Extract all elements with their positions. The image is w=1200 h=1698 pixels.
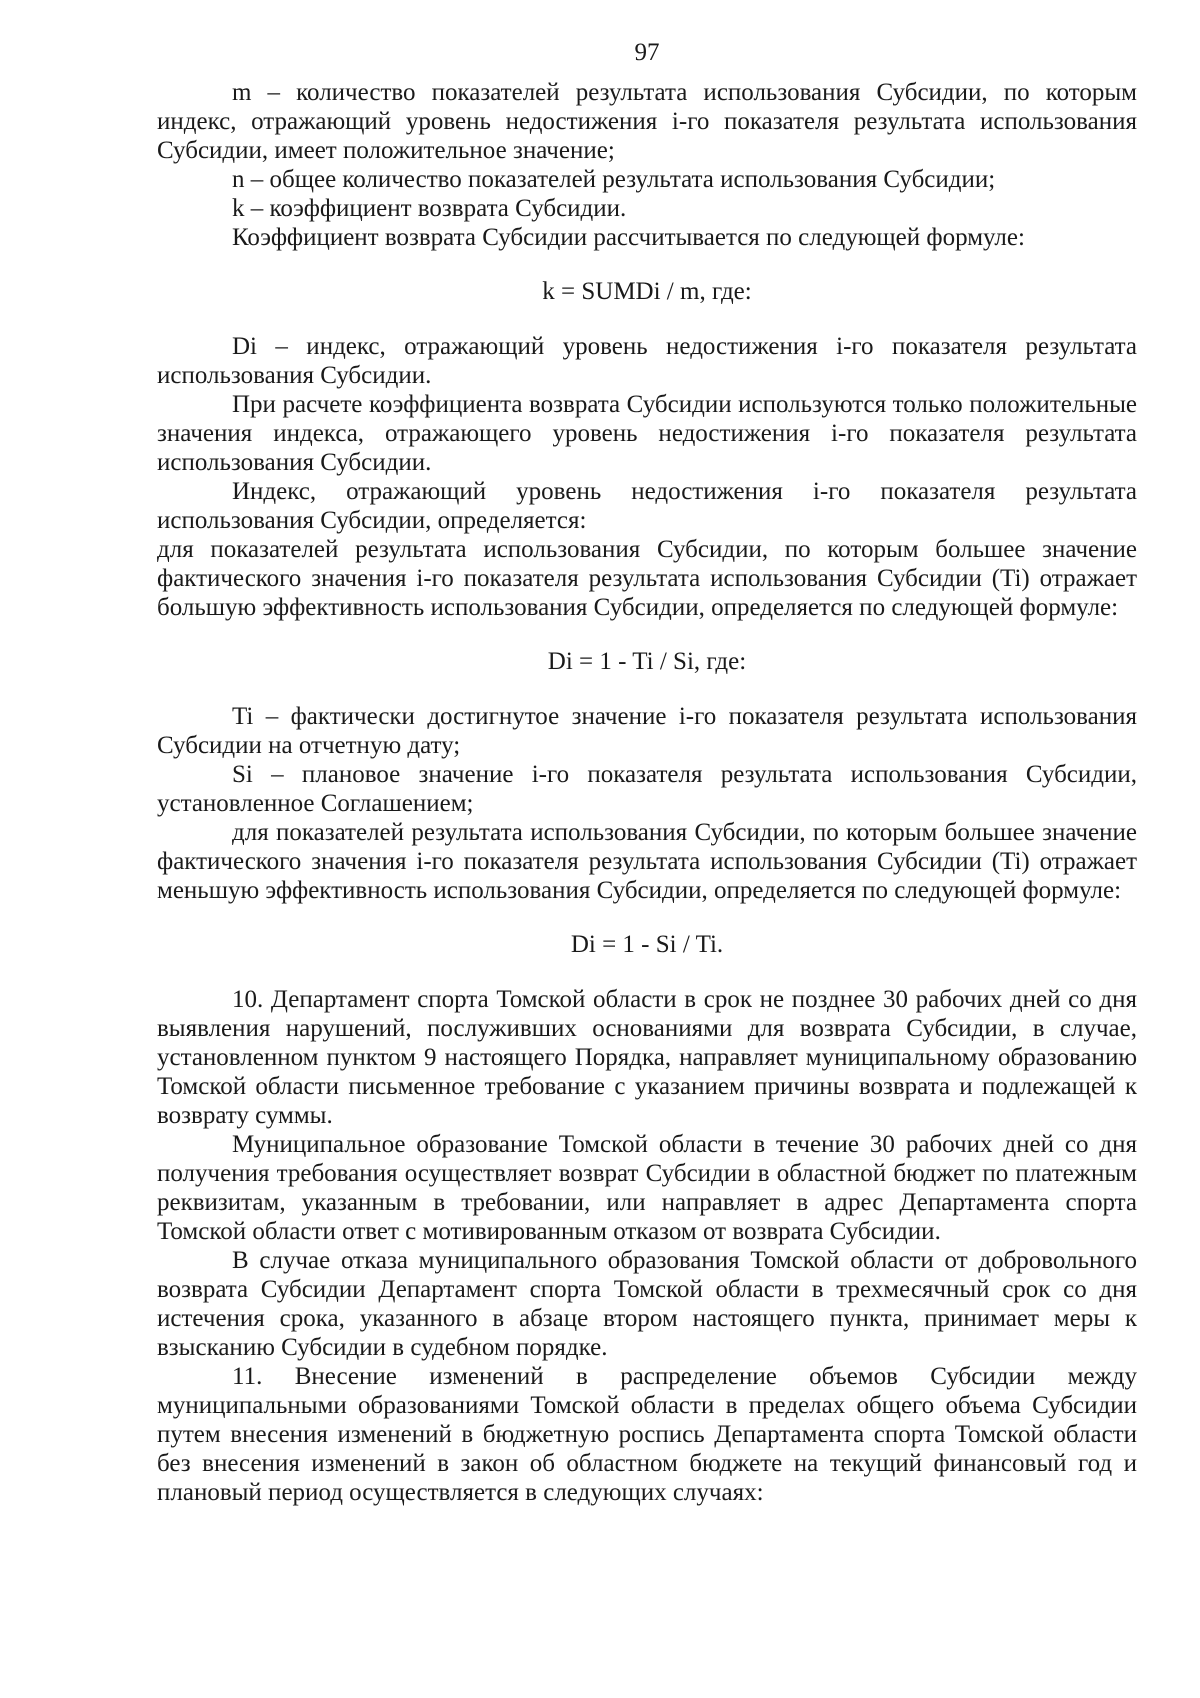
paragraph-return-procedure: Муниципальное образование Томской области в течение 30 рабочих дней со дня получения требования осуществляет возврат Субсидии в областной бюджет по платежным реквизитам, указанным в требовании, или направляет в адрес Департамента спорта Томской области ответ с мотивированным отказом от возврата Субсидии. <box>157 1131 1137 1245</box>
paragraph-positive-values: При расчете коэффициента возврата Субсидии используются только положительные значения индекса, отражающего уровень недостижения i-го показателя результата использования Субсидии. <box>157 391 1137 476</box>
paragraph-m-definition: m – количество показателей результата использования Субсидии, по которым индекс, отражающий уровень недостижения i-го показателя результата использования Субсидии, имеет положительное значение; <box>157 79 1137 164</box>
paragraph-n-definition: n – общее количество показателей результата использования Субсидии; <box>232 166 996 193</box>
page-number: 97 <box>634 39 660 66</box>
document-page <box>157 38 1137 1507</box>
paragraph-si-definition: Si – плановое значение i-го показателя результата использования Субсидии, установленное Соглашением; <box>157 761 1137 817</box>
paragraph-ti-definition: Ti – фактически достигнутое значение i-го показателя результата использования Субсидии на отчетную дату; <box>157 703 1137 759</box>
paragraph-larger-value: для показателей результата использования Субсидии, по которым большее значение фактического значения i-го показателя результата использования Субсидии (Ti) отражает большую эффективность использования Субсидии, определяется по следующей формуле: <box>157 536 1137 621</box>
paragraph-index-determined: Индекс, отражающий уровень недостижения i-го показателя результата использования Субсидии, определяется: <box>157 478 1137 534</box>
paragraph-item-10: 10. Департамент спорта Томской области в срок не позднее 30 рабочих дней со дня выявления нарушений, послуживших основаниями для возврата Субсидии, в случае, установленном пунктом 9 настоящего Порядка, направляет муниципальному образованию Томской области письменное требование с указанием причины возврата и подлежащей к возврату суммы. <box>157 986 1137 1129</box>
paragraph-item-11: 11. Внесение изменений в распределение объемов Субсидии между муниципальными образованиями Томской области в пределах общего объема Субсидии путем внесения изменений в бюджетную роспись Департамента спорта Томской области без внесения изменений в закон об областном бюджете на текущий финансовый год и плановый период осуществляется в следующих случаях: <box>157 1363 1137 1506</box>
paragraph-refusal-case: В случае отказа муниципального образования Томской области от добровольного возврата Субсидии Департамент спорта Томской области в трехмесячный срок со дня истечения срока, указанного в абзаце втором настоящего пункта, принимает меры к взысканию Субсидии в судебном порядке. <box>157 1247 1137 1361</box>
paragraph-k-formula-intro: Коэффициент возврата Субсидии рассчитывается по следующей формуле: <box>232 224 1025 251</box>
formula-di-ti-si: Di = 1 - Ti / Si, где: <box>547 648 747 675</box>
paragraph-k-definition: k – коэффициент возврата Субсидии. <box>232 195 627 222</box>
formula-di-si-ti: Di = 1 - Si / Ti. <box>570 931 724 958</box>
paragraph-smaller-value: для показателей результата использования Субсидии, по которым большее значение фактического значения i-го показателя результата использования Субсидии (Ti) отражает меньшую эффективность использования Субсидии, определяется по следующей формуле: <box>157 819 1137 904</box>
paragraph-di-definition: Di – индекс, отражающий уровень недостижения i-го показателя результата использования Субсидии. <box>157 333 1137 389</box>
formula-k: k = SUMDi / m, где: <box>542 278 752 305</box>
